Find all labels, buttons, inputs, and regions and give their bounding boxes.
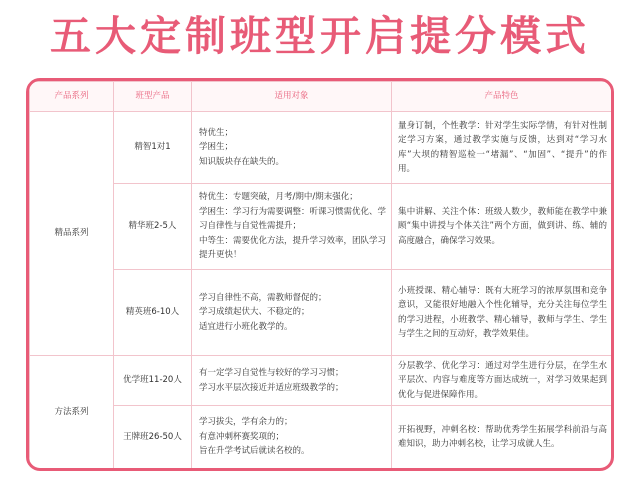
audience-cell xyxy=(192,112,392,184)
audience-line: 学习成绩起伏大、不稳定的； xyxy=(199,307,310,318)
header-features: 产品特色 xyxy=(392,82,612,112)
audience-cell xyxy=(192,270,392,356)
class-types-table-panel xyxy=(26,78,614,471)
audience-line: 学习拔尖，学有余力的； xyxy=(199,417,293,428)
audience-line: 有一定学习自觉性与较好的学习习惯； xyxy=(199,368,344,378)
audience-line: 特优生：专题突破，月考/期中/期末强化； xyxy=(199,192,358,203)
audience-line: 学困生； xyxy=(199,142,234,153)
page-title: 五大定制班型开启提分模式 xyxy=(50,12,590,60)
table-row xyxy=(30,406,612,469)
product-cell: 精智1对1 xyxy=(114,112,192,184)
audience-cell xyxy=(192,406,392,469)
table-row xyxy=(30,112,612,184)
header-series: 产品系列 xyxy=(30,82,114,112)
table-row xyxy=(30,270,612,356)
audience-line: 学习自律性不高，需教师督促的； xyxy=(199,292,327,303)
table-row xyxy=(30,356,612,406)
audience-line: 学习水平层次接近并适应班级教学的； xyxy=(199,382,344,393)
audience-line: 适宜进行小班化教学的。 xyxy=(199,321,293,332)
audience-line: 旨在升学考试后就读名校的。 xyxy=(199,446,310,457)
audience-line: 学困生：学习行为需要调整：听课习惯需优化、学习自律性与自觉性需提升； xyxy=(199,206,387,232)
table-row xyxy=(30,184,612,270)
product-cell: 优学班11-20人 xyxy=(114,356,192,406)
audience-cell xyxy=(192,356,392,406)
class-types-table xyxy=(29,81,612,469)
feature-cell: 集中讲解、关注个体：班级人数少，教师能在教学中兼顾“集中讲授与个体关注”两个方面，做到讲、练、辅的高度融合，确保学习效果。 xyxy=(392,184,612,270)
series-cell: 方法系列 xyxy=(30,356,114,469)
feature-cell: 量身订制，个性教学：针对学生实际学情，有针对性制定学习方案，通过教学实施与反馈，达到对“学习水库”大坝的精智巡检一“堵漏”、“加固”、“提升”的作用。 xyxy=(392,112,612,184)
feature-cell: 分层教学、优化学习：通过对学生进行分层，在学生水平层次、内容与难度等方面达成统一，对学习效果起到优化与促进保障作用。 xyxy=(392,356,612,406)
header-audience: 适用对象 xyxy=(192,82,392,112)
series-cell: 精品系列 xyxy=(30,112,114,356)
audience-line: 中等生：需要优化方法，提升学习效率，团队学习提升更快！ xyxy=(199,235,387,261)
product-cell: 精英班6-10人 xyxy=(114,270,192,356)
audience-line: 有意冲刺杯赛奖项的； xyxy=(199,431,285,442)
audience-line: 知识版块存在缺失的。 xyxy=(199,156,285,167)
product-cell: 王牌班26-50人 xyxy=(114,406,192,469)
audience-cell xyxy=(192,184,392,270)
audience-line: 特优生； xyxy=(199,127,234,138)
table-header-row xyxy=(30,82,612,112)
feature-cell: 开拓视野，冲刺名校：帮助优秀学生拓展学科前沿与高难知识，助力冲刺名校，让学习成就人生。 xyxy=(392,406,612,469)
product-cell: 精华班2-5人 xyxy=(114,184,192,270)
header-product: 班型产品 xyxy=(114,82,192,112)
feature-cell: 小班授课、精心辅导：既有大班学习的浓厚氛围和竞争意识，又能很好地融入个性化辅导，充分关注每位学生的学习进程，小班教学、精心辅导，教师与学生、学生与学生之间的互动好，教学效果佳。 xyxy=(392,270,612,356)
